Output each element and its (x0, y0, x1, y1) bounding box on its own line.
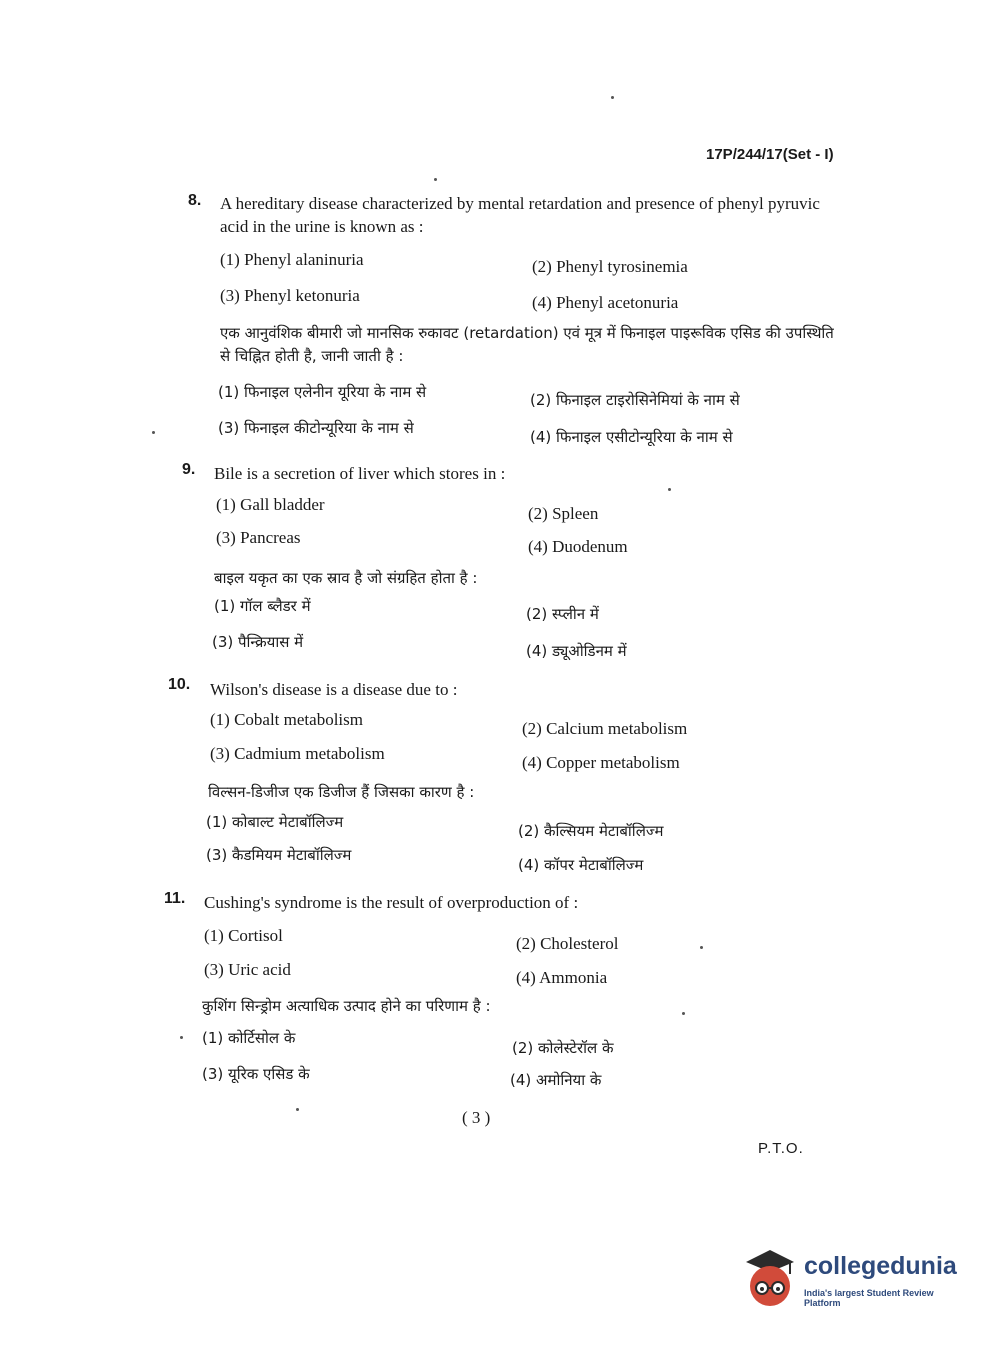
question-text-hi: कुशिंग सिन्ड्रोम अत्याधिक उत्पाद होने का परिणाम है : (202, 997, 491, 1015)
question-number: 8. (188, 192, 202, 209)
option-4-hi: (4) कॉपर मेटाबॉलिज्म (518, 856, 644, 874)
scan-speck (682, 1012, 685, 1015)
option-1-hi: (1) गॉल ब्लैडर में (214, 597, 311, 615)
scan-speck (611, 96, 614, 99)
option-1-en: (1) Phenyl alaninuria (220, 250, 364, 269)
option-1-hi: (1) फिनाइल एलेनीन यूरिया के नाम से (218, 383, 427, 401)
pto-label: P.T.O. (758, 1140, 804, 1157)
option-2-en: (2) Spleen (528, 504, 599, 523)
logo-tagline: India's largest Student Review Platform (804, 1288, 934, 1308)
scan-speck (700, 946, 703, 949)
question-text-en: Bile is a secretion of liver which stores in : (214, 464, 506, 483)
option-2-hi: (2) कोलेस्टेरॉल के (512, 1039, 614, 1057)
paper-code: 17P/244/17(Set - I) (706, 146, 834, 163)
option-3-en: (3) Cadmium metabolism (210, 744, 385, 763)
option-4-hi: (4) फिनाइल एसीटोन्यूरिया के नाम से (530, 428, 733, 446)
option-3-en: (3) Uric acid (204, 960, 291, 979)
option-2-hi: (2) फिनाइल टाइरोसिनेमियां के नाम से (530, 391, 740, 409)
question-text-hi: एक आनुवंशिक बीमारी जो मानसिक रुकावट (retardation) एवं मूत्र में फिनाइल पाइरूविक एसिड की उपस्थिति से चिह्नित होती है, जानी जाती है : (220, 324, 834, 365)
option-4-en: (4) Phenyl acetonuria (532, 293, 679, 312)
scan-speck (668, 488, 671, 491)
option-4-en: (4) Copper metabolism (522, 753, 680, 772)
option-4-en: (4) Ammonia (516, 968, 608, 987)
option-1-hi: (1) कोबाल्ट मेटाबॉलिज्म (206, 813, 344, 831)
question-number: 10. (168, 676, 191, 693)
question-text-en: A hereditary disease characterized by mental retardation and presence of phenyl pyruvic acid in the urine is known as : (220, 194, 820, 236)
question-text-hi: बाइल यकृत का एक स्राव है जो संग्रहित होता है : (214, 569, 478, 587)
option-3-en: (3) Phenyl ketonuria (220, 286, 360, 305)
scan-speck (152, 431, 155, 434)
option-2-hi: (2) स्प्लीन में (526, 605, 599, 623)
logo-name: collegedunia (804, 1252, 957, 1280)
option-4-en: (4) Duodenum (528, 537, 628, 556)
option-2-en: (2) Cholesterol (516, 934, 619, 953)
mascot-icon (740, 1248, 800, 1312)
option-1-en: (1) Cobalt metabolism (210, 710, 363, 729)
option-1-hi: (1) कोर्टिसोल के (202, 1029, 296, 1047)
option-3-hi: (3) कैडमियम मेटाबॉलिज्म (206, 846, 352, 864)
option-1-en: (1) Gall bladder (216, 495, 325, 514)
question-number: 9. (182, 461, 196, 478)
option-1-en: (1) Cortisol (204, 926, 283, 945)
option-4-hi: (4) ड्यूओडिनम में (526, 642, 627, 660)
option-3-en: (3) Pancreas (216, 528, 301, 547)
option-3-hi: (3) फिनाइल कीटोन्यूरिया के नाम से (218, 419, 414, 437)
option-2-hi: (2) कैल्सियम मेटाबॉलिज्म (518, 822, 664, 840)
option-4-hi: (4) अमोनिया के (510, 1071, 602, 1089)
collegedunia-logo (740, 1248, 970, 1318)
scan-speck (180, 1036, 183, 1039)
question-text-hi: विल्सन-डिजीज एक डिजीज हैं जिसका कारण है : (208, 783, 475, 801)
question-text-en: Wilson's disease is a disease due to : (210, 680, 458, 699)
scan-speck (296, 1108, 299, 1111)
option-2-en: (2) Phenyl tyrosinemia (532, 257, 688, 276)
option-3-hi: (3) यूरिक एसिड के (202, 1065, 310, 1083)
scan-speck (434, 178, 437, 181)
option-3-hi: (3) पैन्क्रियास में (212, 633, 304, 651)
option-2-en: (2) Calcium metabolism (522, 719, 688, 738)
question-text-en: Cushing's syndrome is the result of overproduction of : (204, 893, 579, 912)
question-number: 11. (164, 890, 186, 907)
page-number: ( 3 ) (462, 1108, 491, 1127)
